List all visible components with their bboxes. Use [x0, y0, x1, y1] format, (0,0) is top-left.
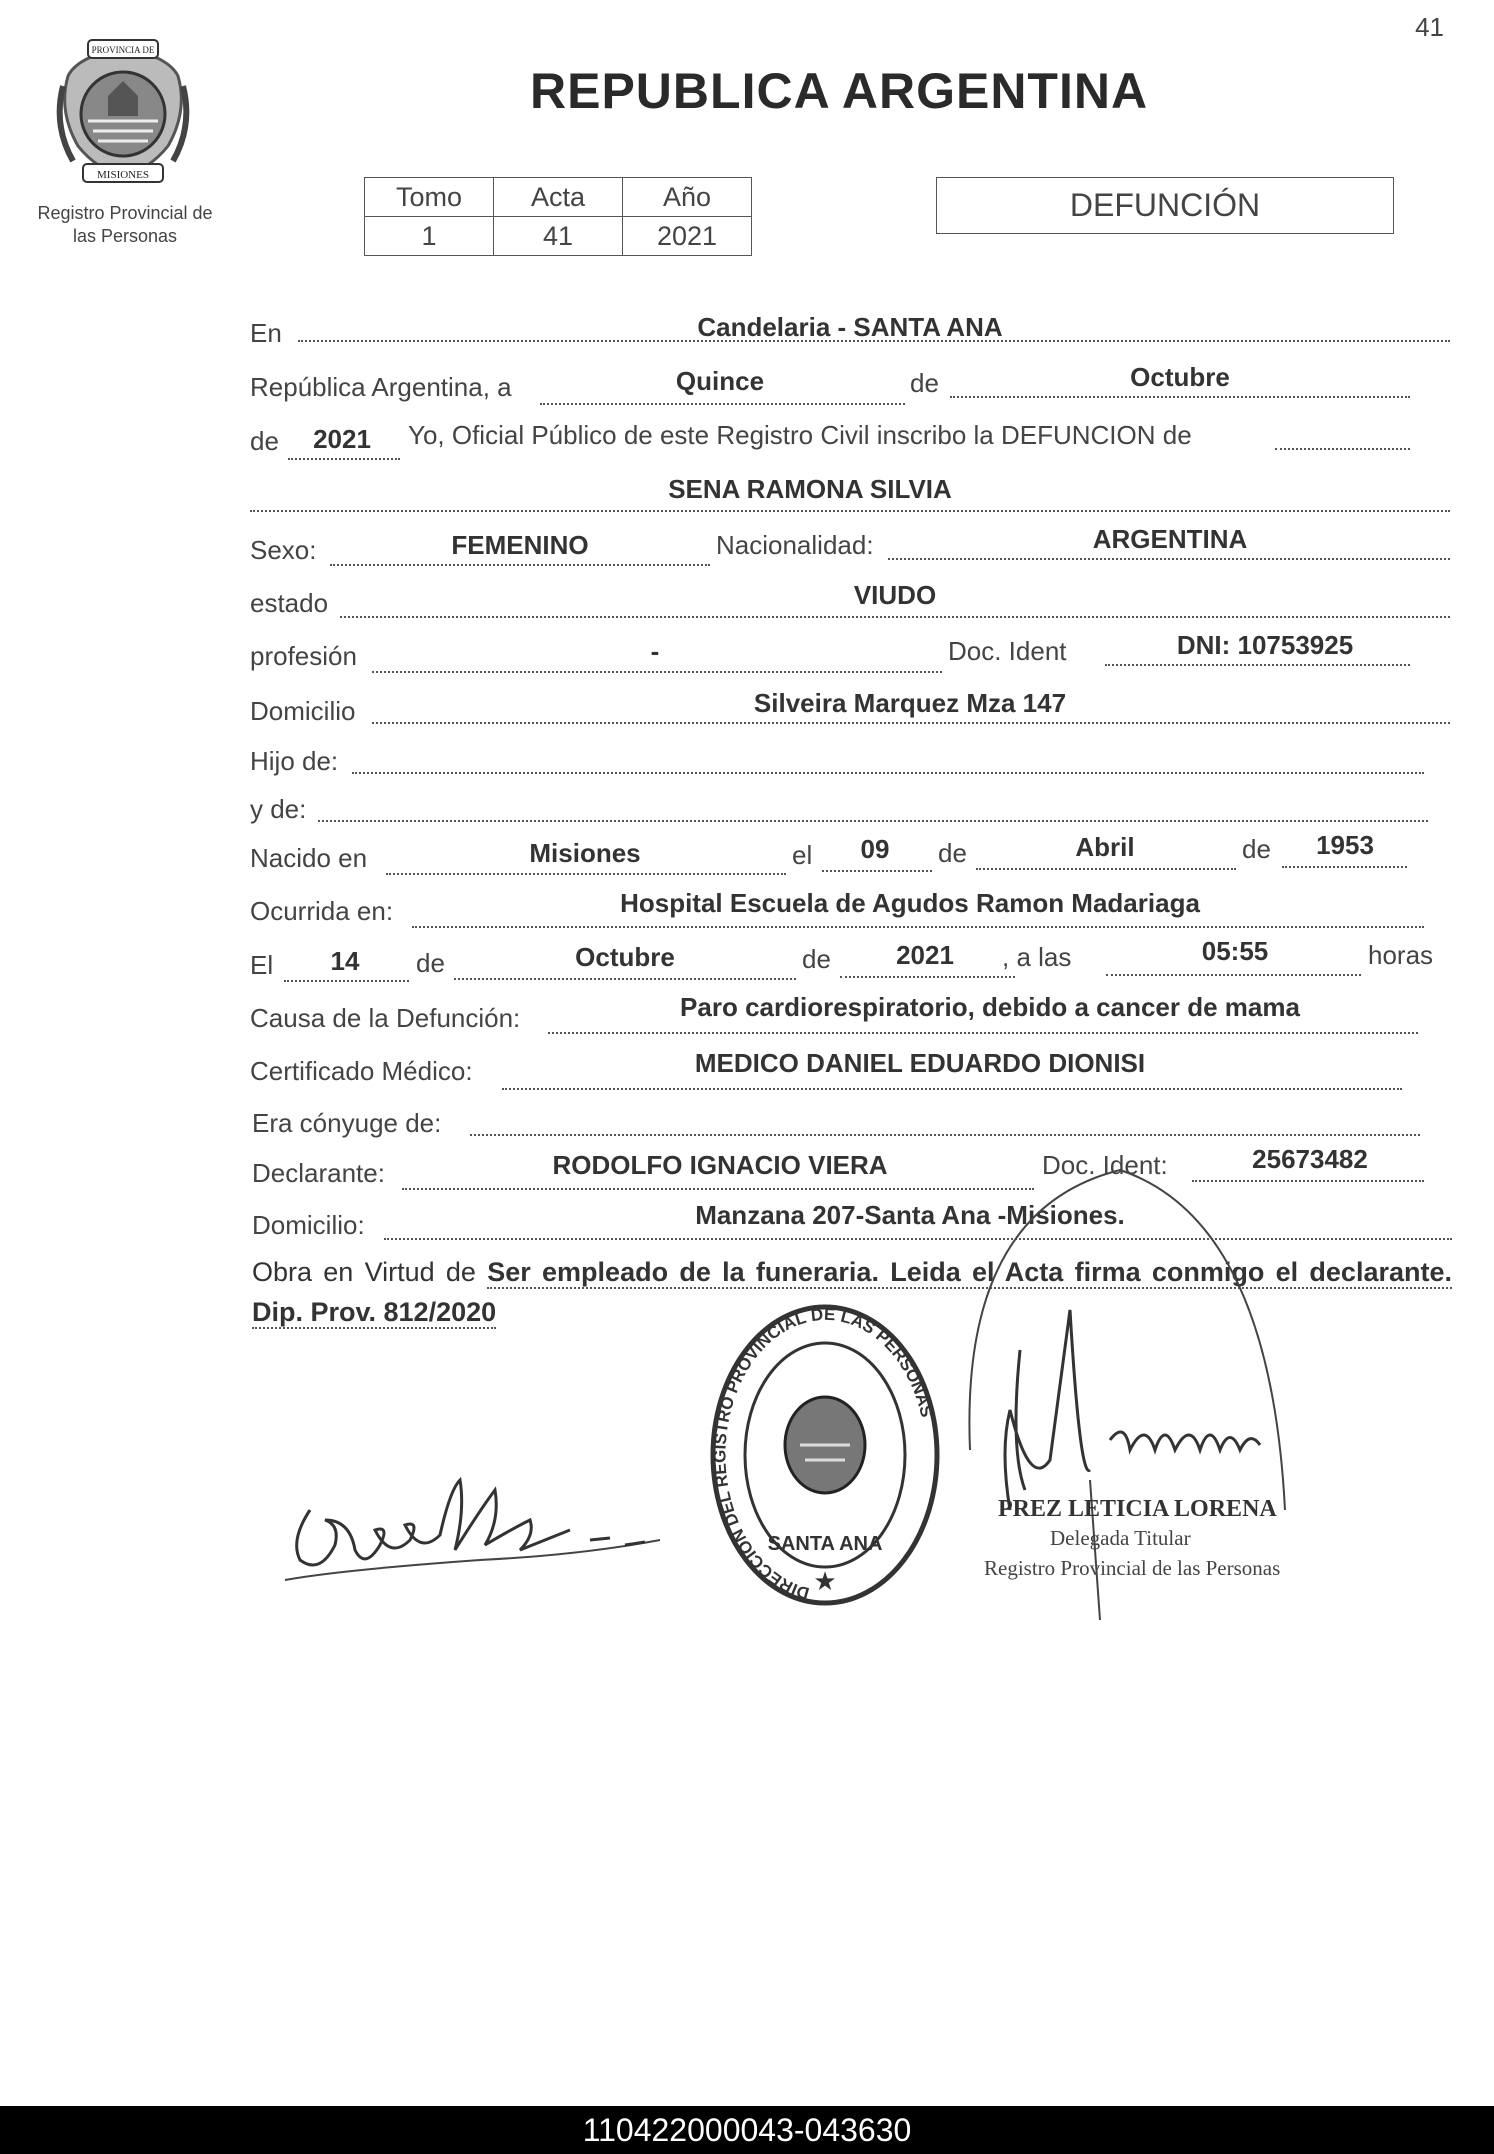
document-type: DEFUNCIÓN	[936, 177, 1394, 234]
footer-id: 110422000043-043630	[0, 2106, 1494, 2154]
value-ocurrida: Hospital Escuela de Agudos Ramon Madariaga	[620, 888, 1200, 918]
registry-stamp	[705, 1300, 945, 1620]
label-nacido-el: el	[792, 840, 813, 870]
line-nombre	[250, 510, 1450, 512]
label-el: El	[250, 950, 274, 980]
line-doc-ident	[1105, 664, 1410, 666]
label-obra: Obra en Virtud de	[252, 1257, 476, 1287]
value-nacionalidad: ARGENTINA	[1092, 524, 1248, 554]
value-anio: 2021	[313, 424, 371, 454]
official-org: Registro Provincial de las Personas	[984, 1556, 1281, 1580]
line-nacido-year	[1282, 866, 1407, 868]
reference-table	[364, 177, 752, 256]
line-inscribo	[1275, 448, 1410, 450]
label-hijo-de: Hijo de:	[250, 746, 339, 776]
label-doc-ident: Doc. Ident	[948, 636, 1067, 666]
label-el-de2: de	[802, 944, 831, 974]
value-profesion: -	[650, 636, 660, 666]
registry-name	[20, 202, 230, 248]
declarant-signature	[280, 1450, 700, 1600]
line-causa	[548, 1032, 1418, 1034]
line-certificado	[502, 1088, 1402, 1090]
official-name: PREZ LETICIA LORENA	[998, 1496, 1277, 1522]
line-hijo-de	[352, 772, 1424, 774]
stamp-inner-text: SANTA ANA	[767, 1533, 883, 1555]
page-number: 41	[1415, 12, 1444, 42]
label-domicilio-declarante: Domicilio:	[252, 1210, 365, 1240]
text-inscribo: Yo, Oficial Público de este Registro Civil inscribo la DEFUNCION de	[408, 420, 1192, 450]
ref-header-anio: Año	[623, 178, 752, 217]
label-nacido-de2: de	[1242, 834, 1271, 864]
ref-value-tomo: 1	[365, 217, 494, 256]
value-domicilio-declarante: Manzana 207-Santa Ana -Misiones.	[695, 1200, 1125, 1230]
label-de: de	[910, 368, 939, 398]
line-day	[540, 403, 905, 405]
official-role: Delegada Titular	[1050, 1526, 1191, 1550]
value-declarante: RODOLFO IGNACIO VIERA	[552, 1150, 888, 1180]
value-sexo: FEMENINO	[451, 530, 589, 560]
label-en: En	[250, 318, 282, 348]
value-nombre: SENA RAMONA SILVIA	[668, 474, 952, 504]
label-sexo: Sexo:	[250, 535, 317, 565]
stamp-outer-text: DIRECCION DEL REGISTRO PROVINCIAL DE LAS PERSONAS	[710, 1304, 937, 1604]
line-sexo	[330, 564, 710, 566]
emblem-bottom-text: MISIONES	[97, 169, 149, 181]
ref-value-acta: 41	[494, 217, 623, 256]
label-ocurrida: Ocurrida en:	[250, 896, 394, 926]
stamp-star-icon: ★	[813, 1566, 837, 1596]
line-ocurrida	[412, 926, 1424, 928]
label-el-de1: de	[416, 948, 445, 978]
label-causa: Causa de la Defunción:	[250, 1003, 521, 1033]
line-time	[1106, 974, 1361, 976]
line-el-month	[454, 978, 796, 980]
value-time: 05:55	[1201, 936, 1269, 966]
value-obra: Ser empleado de la funeraria. Leida el Acta firma conmigo el declarante. Dip. Prov. 812/2020	[252, 1257, 1452, 1327]
value-doc-ident: DNI: 10753925	[1176, 630, 1354, 660]
document-title: REPUBLICA ARGENTINA	[530, 63, 1149, 119]
label-estado: estado	[250, 588, 329, 618]
emblem-top-text: PROVINCIA DE	[91, 45, 155, 55]
label-profesion: profesión	[250, 641, 357, 671]
label-y-de: y de:	[250, 794, 307, 824]
line-el-year	[840, 976, 1015, 978]
value-el-month: Octubre	[575, 942, 675, 972]
line-conyuge	[470, 1134, 1420, 1136]
line-el-day	[284, 980, 409, 982]
label-conyuge: Era cónyuge de:	[252, 1108, 442, 1138]
line-y-de	[318, 820, 1428, 822]
line-month	[950, 396, 1410, 398]
line-declarante	[402, 1188, 1034, 1190]
label-nacido: Nacido en	[250, 843, 368, 873]
label-nacionalidad: Nacionalidad:	[716, 530, 874, 560]
ref-header-tomo: Tomo	[365, 178, 494, 217]
ref-header-acta: Acta	[494, 178, 623, 217]
label-fecha: República Argentina, a	[250, 372, 512, 402]
label-a-las: , a las	[1002, 942, 1072, 972]
line-profesion	[372, 671, 942, 673]
provincial-emblem-icon	[48, 36, 198, 186]
label-domicilio: Domicilio	[250, 696, 356, 726]
registry-line1: Registro Provincial de	[37, 203, 213, 223]
line-domicilio	[372, 722, 1450, 724]
registry-line2: las Personas	[72, 226, 178, 246]
value-nacido-day: 09	[860, 834, 890, 864]
value-day: Quince	[675, 366, 765, 396]
label-nacido-de1: de	[938, 838, 967, 868]
value-nacido-place: Misiones	[529, 838, 641, 868]
line-estado	[340, 616, 1450, 618]
value-el-day: 14	[330, 946, 360, 976]
label-declarante: Declarante:	[252, 1158, 385, 1188]
label-horas: horas	[1368, 940, 1434, 970]
line-nacionalidad	[888, 558, 1450, 560]
label-declarante-doc: Doc. Ident:	[1042, 1150, 1168, 1180]
line-nacido-month	[976, 868, 1236, 870]
value-certificado: MEDICO DANIEL EDUARDO DIONISI	[694, 1048, 1146, 1078]
value-nacido-year: 1953	[1316, 830, 1374, 860]
value-en: Candelaria - SANTA ANA	[697, 312, 1003, 342]
value-month: Octubre	[1130, 362, 1230, 392]
label-anio: de	[250, 426, 279, 456]
value-causa: Paro cardiorespiratorio, debido a cancer de mama	[680, 992, 1300, 1022]
ref-value-anio: 2021	[623, 217, 752, 256]
value-domicilio: Silveira Marquez Mza 147	[753, 688, 1067, 718]
value-estado: VIUDO	[853, 580, 937, 610]
value-declarante-doc: 25673482	[1252, 1144, 1368, 1174]
line-nacido-place	[386, 873, 786, 875]
line-nacido-day	[822, 870, 932, 872]
line-anio	[288, 458, 400, 460]
value-nacido-month: Abril	[1075, 832, 1135, 862]
value-el-year: 2021	[896, 940, 954, 970]
label-certificado: Certificado Médico:	[250, 1056, 473, 1086]
